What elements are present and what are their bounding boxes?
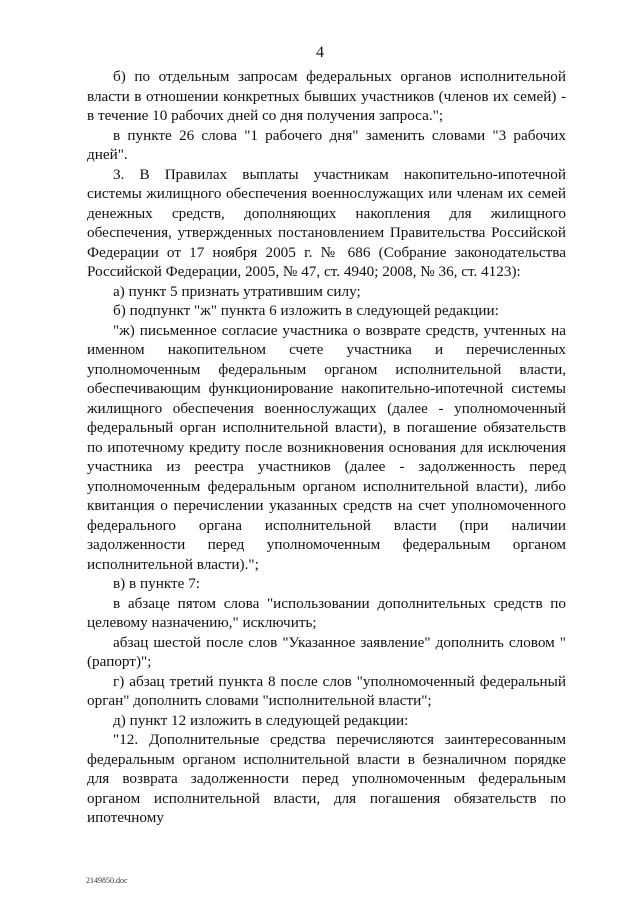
paragraph-4: а) пункт 5 признать утратившим силу; xyxy=(113,282,361,300)
paragraph-10: г) абзац третий пункта 8 после слов "уполномоченный федеральный орган" дополнить словами "исполнительной власти"; xyxy=(87,672,566,709)
paragraph-3: 3. В Правилах выплаты участникам накопительно-ипотечной системы жилищного обеспечения военнослужащих или членам их семей денежных средств, дополняющих накопления для жилищного обеспечения, утвержденных постановлением Правительства Российской Федерации от 17 ноября 2005 г. № 686 (Собрание законодательства Российской Федерации, 2005, № 47, ст. 4940; 2008, № 36, ст. 4123): xyxy=(87,165,566,280)
paragraph-8: в абзаце пятом слова "использовании дополнительных средств по целевому назначению," исключить; xyxy=(87,594,566,631)
footer-file-code: 2149850.doc xyxy=(86,876,128,885)
paragraph-2: в пункте 26 слова "1 рабочего дня" заменить словами "3 рабочих дней". xyxy=(87,126,566,163)
paragraph-7: в) в пункте 7: xyxy=(113,575,201,592)
document-body xyxy=(87,67,566,828)
paragraph-11: д) пункт 12 изложить в следующей редакции: xyxy=(113,711,409,729)
page-number: 4 xyxy=(316,44,324,61)
paragraph-12: "12. Дополнительные средства перечисляются заинтересованным федеральным органом исполнительной власти в безналичном порядке для возврата задолженности перед уполномоченным федеральным органом исполнительной власти, для погашения обязательств по ипотечному xyxy=(87,731,566,826)
paragraph-6: "ж) письменное согласие участника о возврате средств, учтенных на именном накопительном счете участника и перечисленных уполномоченным федеральным органом исполнительной власти, обеспечивающим функционирование накопительно-ипотечной системы жилищного обеспечения военнослужащих (далее - уполномоченный федеральный орган исполнительной власти), в погашение обязательств по ипотечному кредиту после возникновения основания для исключения участника из реестра участников (далее - задолженность перед уполномоченным федеральным органом исполнительной власти), либо квитанция о перечислении указанных средств на счет уполномоченного федерального органа исполнительной власти (при наличии задолженности перед уполномоченным федеральным органом исполнительной власти)."; xyxy=(87,321,566,573)
paragraph-5: б) подпункт "ж" пункта 6 изложить в следующей редакции: xyxy=(113,302,499,319)
paragraph-9: абзац шестой после слов "Указанное заявление" дополнить словом "(рапорт)"; xyxy=(87,633,566,670)
paragraph-1: б) по отдельным запросам федеральных органов исполнительной власти в отношении конкретных бывших участников (членов их семей) - в течение 10 рабочих дней со дня получения запроса."; xyxy=(87,68,566,124)
